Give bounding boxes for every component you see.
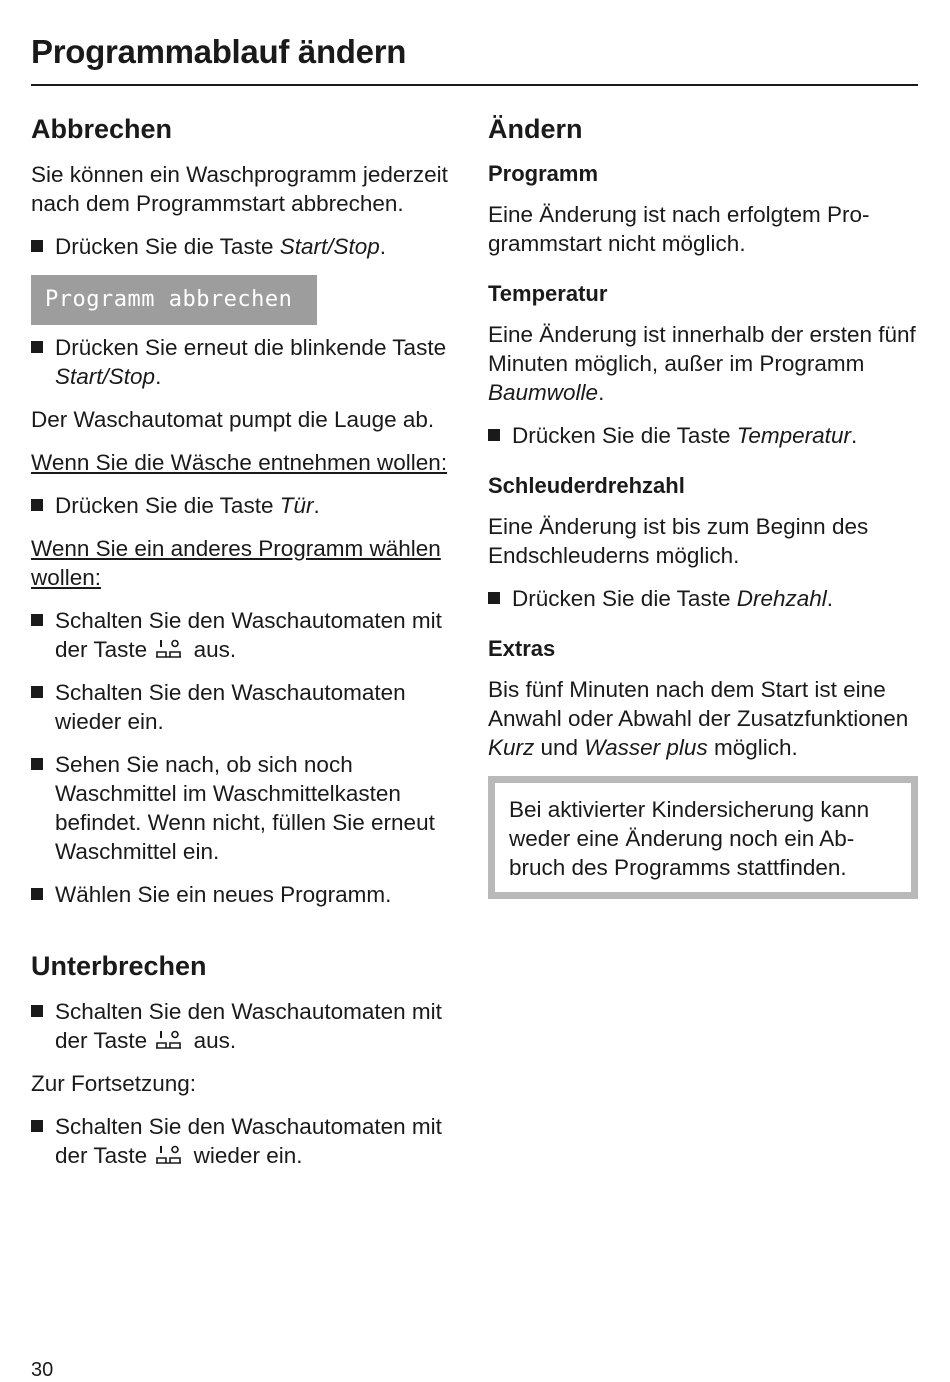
on-off-key-icon [155,1030,185,1050]
display-program-abort: Programm abbrechen [31,275,317,325]
temperatur-text: Eine Änderung ist innerhalb der ersten fünf Minuten möglich, außer im Programm Baumwolle. [488,322,916,405]
schleuderdrehzahl-text: Eine Änderung ist bis zum Beginn des Endschleuderns möglich. [488,514,869,568]
unterbrechen-step-2: Schalten Sie den Waschautomaten mit der Taste wieder ein. [31,1112,456,1170]
square-bullet-icon [31,1005,43,1017]
abbrechen-step-7: Wählen Sie ein neues Programm. [31,880,456,909]
square-bullet-icon [31,499,43,511]
square-bullet-icon [31,1120,43,1132]
square-bullet-icon [31,888,43,900]
unterbrechen-step-1: Schalten Sie den Waschautomaten mit der Taste aus. [31,997,456,1055]
laundry-condition: Wenn Sie die Wäsche entnehmen wollen: [31,450,448,475]
square-bullet-icon [31,341,43,353]
abbrechen-step-4: Schalten Sie den Waschautomaten mit der Taste aus. [31,606,456,664]
heading-unterbrechen: Unterbrechen [31,951,207,981]
square-bullet-icon [31,686,43,698]
page-number: 30 [31,1359,54,1381]
on-off-key-icon [155,639,185,659]
program-condition: Wenn Sie ein anderes Programm wählen wollen: [31,536,441,590]
on-off-key-icon [155,1145,185,1165]
schleuderdrehzahl-step: Drücken Sie die Taste Drehzahl. [488,584,918,613]
abbrechen-intro: Sie können ein Waschprogramm jederzeit nach dem Programmstart abbrechen. [31,162,448,216]
programm-text: Eine Änderung ist nach erfolgtem Programmstart nicht möglich. [488,202,870,256]
left-column [31,112,456,1184]
child-lock-note-text: Bei aktivierter Kindersicherung kann weder eine Änderung noch ein Abbruch des Programms stattfinden. [509,797,870,880]
square-bullet-icon [31,614,43,626]
abbrechen-step-6: Sehen Sie nach, ob sich noch Waschmittel im Waschmittelkasten befindet. Wenn nicht, füllen Sie erneut Waschmittel ein. [31,750,456,866]
abbrechen-step-3: Drücken Sie die Taste Tür. [31,491,456,520]
child-lock-note [488,776,918,899]
heading-schleuderdrehzahl: Schleuderdrehzahl [488,473,685,498]
extras-text: Bis fünf Minuten nach dem Start ist eine Anwahl oder Abwahl der Zusatzfunktionen Kurz und Wasser plus möglich. [488,677,909,760]
heading-aendern: Ändern [488,114,583,144]
heading-temperatur: Temperatur [488,281,608,306]
right-column [488,112,918,899]
square-bullet-icon [488,429,500,441]
pump-text: Der Waschautomat pumpt die Lauge ab. [31,407,435,432]
heading-programm: Programm [488,161,599,186]
square-bullet-icon [31,758,43,770]
title-rule [31,84,918,86]
abbrechen-step-1: Drücken Sie die Taste Start/Stop. [31,232,456,261]
abbrechen-step-2: Drücken Sie erneut die blinkende Taste Start/Stop. [31,333,456,391]
heading-extras: Extras [488,636,556,661]
page-title: Programmablauf ändern [31,33,407,70]
temperatur-step: Drücken Sie die Taste Temperatur. [488,421,918,450]
heading-abbrechen: Abbrechen [31,114,173,144]
abbrechen-step-5: Schalten Sie den Waschautomaten wieder ein. [31,678,456,736]
square-bullet-icon [488,592,500,604]
square-bullet-icon [31,240,43,252]
continue-label: Zur Fortsetzung: [31,1071,197,1096]
